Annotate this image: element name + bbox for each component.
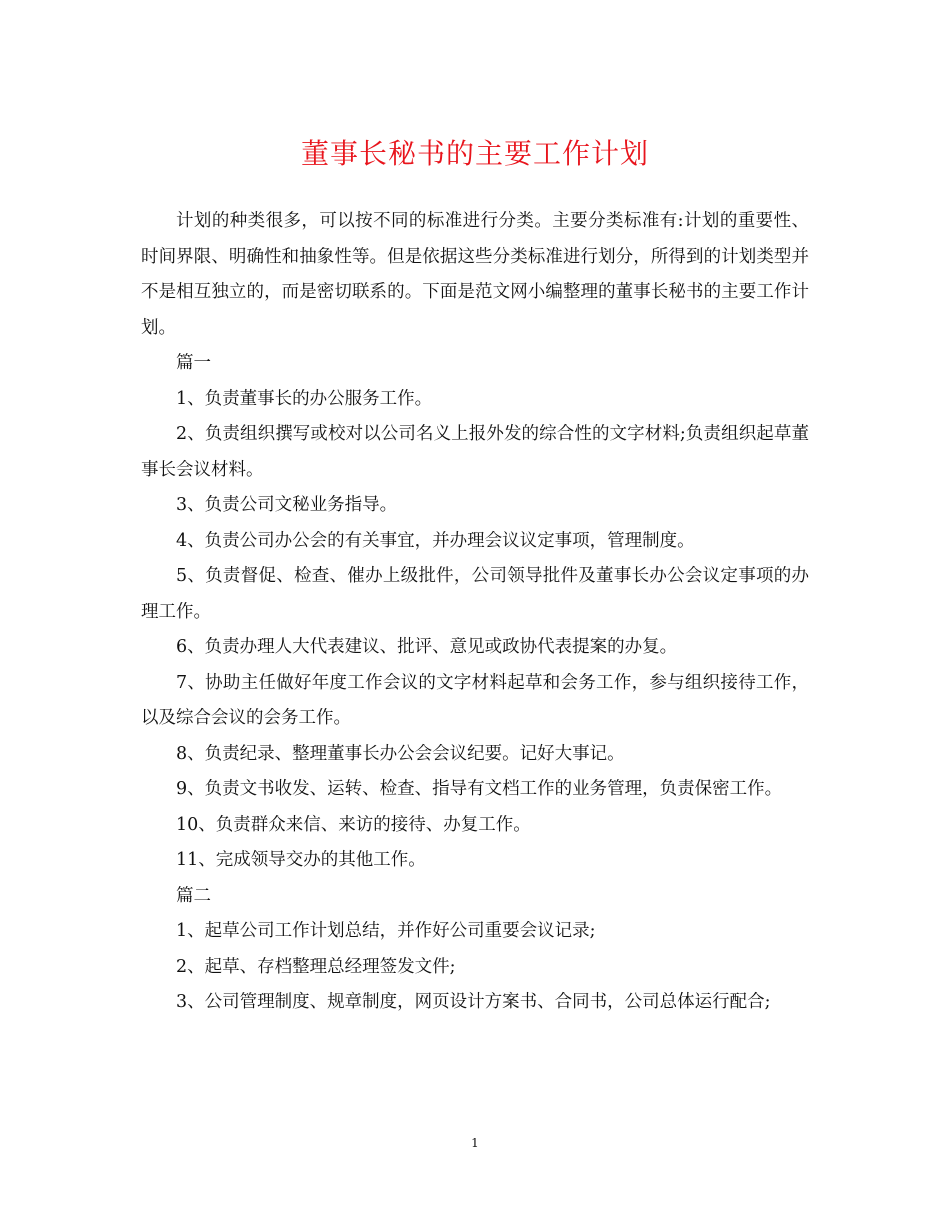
list-item: 9、负责文书收发、运转、检查、指导有文档工作的业务管理，负责保密工作。 <box>176 779 783 799</box>
list-item: 4、负责公司办公会的有关事宜，并办理会议议定事项，管理制度。 <box>176 530 695 551</box>
list-item: 6、负责办理人大代表建议、批评、意见或政协代表提案的办复。 <box>176 637 678 657</box>
list-item: 11、完成领导交办的其他工作。 <box>176 850 426 870</box>
list-item: 10、负责群众来信、来访的接待、办复工作。 <box>176 814 531 835</box>
list-item: 2、负责组织撰写或校对以公司名义上报外发的综合性的文字材料;负责组织起草董事长会议材料。 <box>141 424 809 480</box>
list-item: 3、负责公司文秘业务指导。 <box>176 495 398 515</box>
list-item: 8、负责纪录、整理董事长办公会会议纪要。记好大事记。 <box>176 743 625 764</box>
document-title: 董事长秘书的主要工作计划 <box>300 137 649 170</box>
paragraph-intro: 计划的种类很多，可以按不同的标准进行分类。主要分类标准有:计划的重要性、时间界限、明确性和抽象性等。但是依据这些分类标准进行划分，所得到的计划类型并不是相互独立的，而是密切联系的。下面是范文网小编整理的董事长秘书的主要工作计划。 <box>141 211 809 338</box>
document-body <box>141 204 809 1021</box>
list-item: 3、公司管理制度、规章制度，网页设计方案书、合同书，公司总体运行配合; <box>176 992 771 1012</box>
list-item: 5、负责督促、检查、催办上级批件，公司领导批件及董事长办公会议定事项的办理工作。 <box>141 566 809 622</box>
page-number: 1 <box>471 1136 479 1150</box>
list-item: 2、起草、存档整理总经理签发文件; <box>176 956 456 977</box>
list-item: 1、负责董事长的办公服务工作。 <box>176 388 433 409</box>
list-item: 7、协助主任做好年度工作会议的文字材料起草和会务工作，参与组织接待工作，以及综合会议的会务工作。 <box>141 672 809 728</box>
list-item: 1、起草公司工作计划总结，并作好公司重要会议记录; <box>176 921 596 941</box>
section-heading-1: 篇一 <box>176 353 211 373</box>
section-heading-2: 篇二 <box>176 885 211 906</box>
